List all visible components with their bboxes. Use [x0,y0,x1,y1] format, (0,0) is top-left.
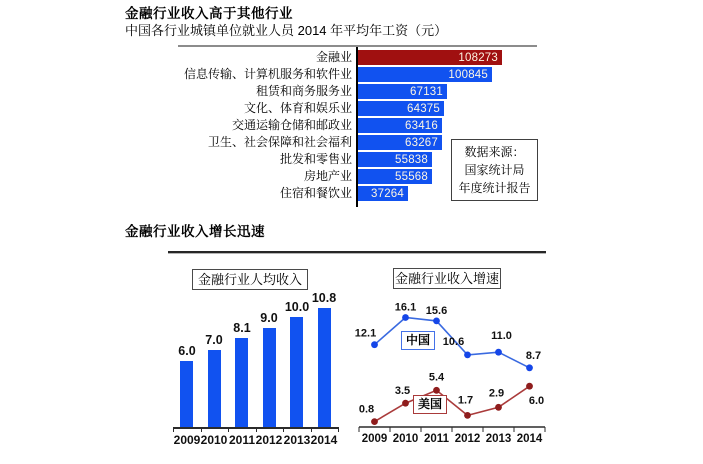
finance-income-bar-chart [173,292,338,429]
china-data-label: 16.1 [394,301,417,314]
industry-value: 55838 [395,153,428,166]
industry-bar [358,50,502,65]
industry-row [125,83,545,100]
china-data-label: 12.1 [354,327,377,340]
industry-bar [358,67,492,82]
industry-label: 批发和零售业 [279,152,352,166]
industry-row [125,49,545,66]
us-data-label: 3.5 [394,385,411,398]
industry-bar [358,169,432,184]
x-axis-tick [338,427,339,432]
industry-value: 100845 [448,68,488,81]
china-data-point [464,352,471,359]
china-data-label: 15.6 [425,304,448,317]
income-bar-value: 8.1 [233,321,251,335]
china-data-point [402,314,409,321]
source-line-1: 数据来源： [464,145,525,159]
industry-value: 37264 [371,187,404,200]
industry-label: 卫生、社会保障和社会福利 [207,135,352,149]
industry-value: 67131 [410,85,443,98]
industry-label: 房地产业 [303,169,352,183]
finance-income-x-axis-labels [173,433,348,448]
china-data-point [495,349,502,356]
us-data-label: 6.0 [528,395,545,408]
industry-bar [358,84,447,99]
x-axis-year-label: 2011 [424,433,449,445]
left-chart-title-box: 金融行业人均收入 [192,269,308,290]
income-bar [290,317,303,427]
china-data-point [526,364,533,371]
x-axis-year-label: 2009 [361,433,388,445]
industry-value: 108273 [458,51,498,64]
income-bar [318,308,331,427]
x-axis-year-label: 2011 [228,433,256,447]
x-axis-tick [311,427,312,432]
x-axis-year-label: 2010 [392,433,419,445]
us-data-point [526,383,533,390]
x-axis-tick [173,427,174,432]
us-data-label: 1.7 [457,394,474,407]
x-axis-tick [201,427,202,432]
x-axis-year-label: 2012 [454,433,481,445]
x-axis-year-label: 2009 [173,433,201,447]
china-data-point [371,341,378,348]
industry-bar [358,118,442,133]
china-data-label: 8.7 [525,349,542,362]
x-axis-tick [256,427,257,432]
industry-label: 租赁和商务服务业 [255,84,352,98]
industry-bar [358,152,432,167]
industry-value: 63416 [405,119,438,132]
industry-row [125,117,545,134]
income-bar [180,361,193,427]
x-axis-tick [228,427,229,432]
income-bar-value: 6.0 [178,344,196,358]
legend-us: 美国 [413,395,447,414]
industry-label: 金融业 [315,50,352,64]
industry-label: 信息传输、计算机服务和软件业 [183,67,352,81]
data-source-box [451,139,538,201]
x-axis-year-label: 2013 [485,433,512,445]
source-line-2: 国家统计局 [464,163,525,177]
us-data-point [464,412,471,419]
x-axis-year-label: 2013 [283,433,311,447]
income-bar-value: 9.0 [260,311,278,325]
us-data-point [402,400,409,407]
income-bar [263,328,276,427]
industry-value: 64375 [407,102,440,115]
china-data-point [433,318,440,325]
section-separator-line [168,251,546,254]
income-bar [208,350,221,427]
income-bar-value: 7.0 [205,333,223,347]
china-data-label: 10.6 [442,335,465,348]
industry-bar [358,186,408,201]
income-bar [235,338,248,427]
industry-label: 住宿和餐饮业 [279,186,352,200]
x-axis-year-label: 2010 [200,433,228,447]
section2-title: 金融行业收入增长迅速 [125,224,265,239]
industry-value: 55568 [395,170,428,183]
us-data-point [495,404,502,411]
income-bar-value: 10.0 [284,300,310,314]
right-chart-title-box: 金融行业收入增速 [393,268,501,289]
industry-label: 文化、体育和娱乐业 [243,101,352,115]
industry-row [125,100,545,117]
industry-label: 交通运输仓储和邮政业 [231,118,352,132]
us-data-label: 2.9 [488,387,505,400]
x-axis-year-label: 2014 [310,433,338,447]
section1-title: 金融行业收入高于其他行业 [125,6,293,21]
industry-row [125,66,545,83]
us-data-label: 0.8 [358,403,375,416]
source-line-3: 年度统计报告 [458,181,531,195]
china-data-label: 11.0 [491,330,512,343]
industry-bar [358,135,442,150]
industry-value: 63267 [405,136,438,149]
x-axis-tick [283,427,284,432]
x-axis-year-label: 2014 [516,433,543,445]
x-axis-year-label: 2012 [255,433,283,447]
us-data-label: 5.4 [428,371,445,384]
legend-china: 中国 [401,331,435,350]
income-growth-line-chart [352,293,552,458]
us-data-point [371,418,378,425]
us-data-point [433,387,440,394]
section1-subtitle: 中国各行业城镇单位就业人员 2014 年平均年工资（元） [125,23,448,38]
income-bar-value: 10.8 [311,291,337,305]
industry-bar [358,101,444,116]
